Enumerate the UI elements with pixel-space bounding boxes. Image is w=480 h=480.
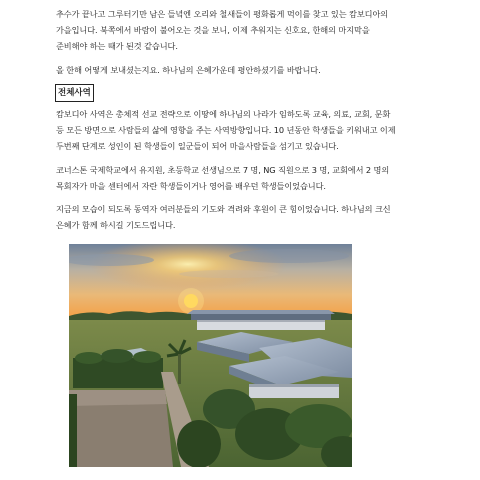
- ministry-line: 두번째 단계로 성인이 된 학생들이 일군들이 되어 마을사람들을 섬기고 있습니다.: [56, 141, 339, 151]
- closing-paragraph: [56, 201, 426, 233]
- staff-line: 코너스톤 국제학교에서 유지원, 초등학교 선생님으로 7 명, NG 직원으로 3 명, 교회에서 2 명의: [56, 165, 390, 175]
- closing-line: 지금의 모습이 되도록 동역자 여러분들의 기도와 격려와 후원이 큰 힘이었습니다. 하나님의 크신: [56, 204, 391, 214]
- intro-line: 가을입니다. 북쪽에서 바람이 불어오는 것을 보니, 이제 추워지는 신호요, 한해의 마지막을: [56, 25, 370, 35]
- staff-line: 목회자가 마을 센터에서 자란 학생들이거나 영어를 배우던 학생들이었습니다.: [56, 181, 326, 191]
- closing-line: 은혜가 함께 하시길 기도드립니다.: [56, 220, 176, 230]
- intro-line: 준비해야 하는 때가 된것 같습니다.: [56, 41, 178, 51]
- section-heading: 전체사역: [55, 84, 94, 102]
- ministry-line: 등 모든 방면으로 사람들의 삶에 영향을 주는 사역방향입니다. 10 년동안 학생들을 키워내고 이제: [56, 125, 396, 135]
- intro-paragraph: [56, 6, 426, 54]
- greeting-line: 올 한해 어떻게 보내셨는지요. 하나님의 은혜가운데 평안하셨기를 바랍니다.: [56, 65, 321, 75]
- ministry-paragraph: [56, 106, 426, 154]
- campus-sunset-photo: [69, 244, 352, 467]
- staff-paragraph: [56, 162, 426, 194]
- intro-line: 추수가 끝나고 그루터기만 남은 들녘엔 오리와 철새들이 평화롭게 먹이를 찾고 있는 캄보디아의: [56, 9, 389, 19]
- greeting-paragraph: [56, 62, 426, 78]
- ministry-line: 캄보디아 사역은 총체적 선교 전략으로 이땅에 하나님의 나라가 임하도록 교육, 의료, 교회, 문화: [56, 109, 391, 119]
